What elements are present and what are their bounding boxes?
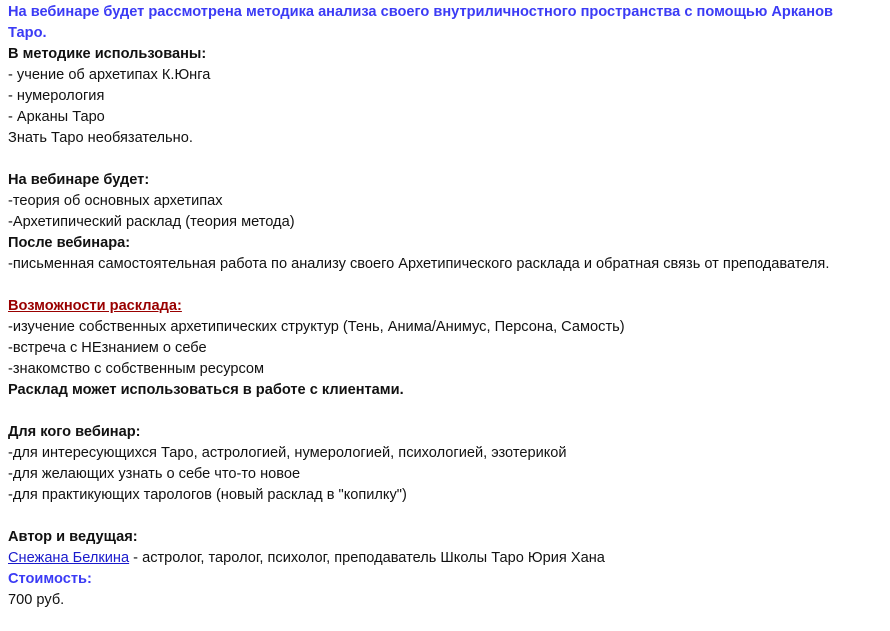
list-item: -знакомство с собственным ресурсом — [8, 361, 265, 377]
list-item: -для желающих узнать о себе что-то новое — [8, 466, 301, 482]
intro-text-continued: Таро. — [8, 25, 47, 41]
author-description: - астролог, таролог, психолог, преподаватель Школы Таро Юрия Хана — [129, 550, 605, 566]
price-value: 700 руб. — [8, 592, 65, 608]
webinar-heading: На вебинаре будет: — [8, 172, 150, 188]
intro-text: На вебинаре будет рассмотрена методика анализа своего внутриличностного пространства с помощью Арканов — [8, 4, 833, 20]
audience-heading: Для кого вебинар: — [8, 424, 141, 440]
list-item: -для интересующихся Таро, астрологией, нумерологией, психологией, эзотерикой — [8, 445, 567, 461]
list-item: -встреча с НЕзнанием о себе — [8, 340, 207, 356]
spacer — [8, 506, 890, 527]
list-item: -теория об основных архетипах — [8, 193, 223, 209]
author-name-link[interactable]: Снежана Белкина — [8, 550, 130, 566]
price-heading: Стоимость: — [8, 571, 92, 587]
spacer — [8, 401, 890, 422]
possibilities-heading: Возможности расклада: — [8, 298, 182, 314]
list-item: -Архетипический расклад (теория метода) — [8, 214, 295, 230]
list-item: - нумерология — [8, 88, 105, 104]
method-note: Знать Таро необязательно. — [8, 130, 193, 146]
list-item: -изучение собственных архетипических структур (Тень, Анима/Анимус, Персона, Самость) — [8, 319, 625, 335]
method-heading: В методике использованы: — [8, 46, 207, 62]
spacer — [8, 275, 890, 296]
author-heading: Автор и ведущая: — [8, 529, 138, 545]
list-item: - Арканы Таро — [8, 109, 105, 125]
author-line — [8, 548, 890, 569]
list-item: - учение об архетипах К.Юнга — [8, 67, 211, 83]
spacer — [8, 149, 890, 170]
possibilities-note: Расклад может использоваться в работе с клиентами. — [8, 382, 404, 398]
list-item: -письменная самостоятельная работа по анализу своего Архетипического расклада и обратная связь от преподавателя. — [8, 256, 830, 272]
after-heading: После вебинара: — [8, 235, 131, 251]
list-item: -для практикующих тарологов (новый расклад в "копилку") — [8, 487, 407, 503]
